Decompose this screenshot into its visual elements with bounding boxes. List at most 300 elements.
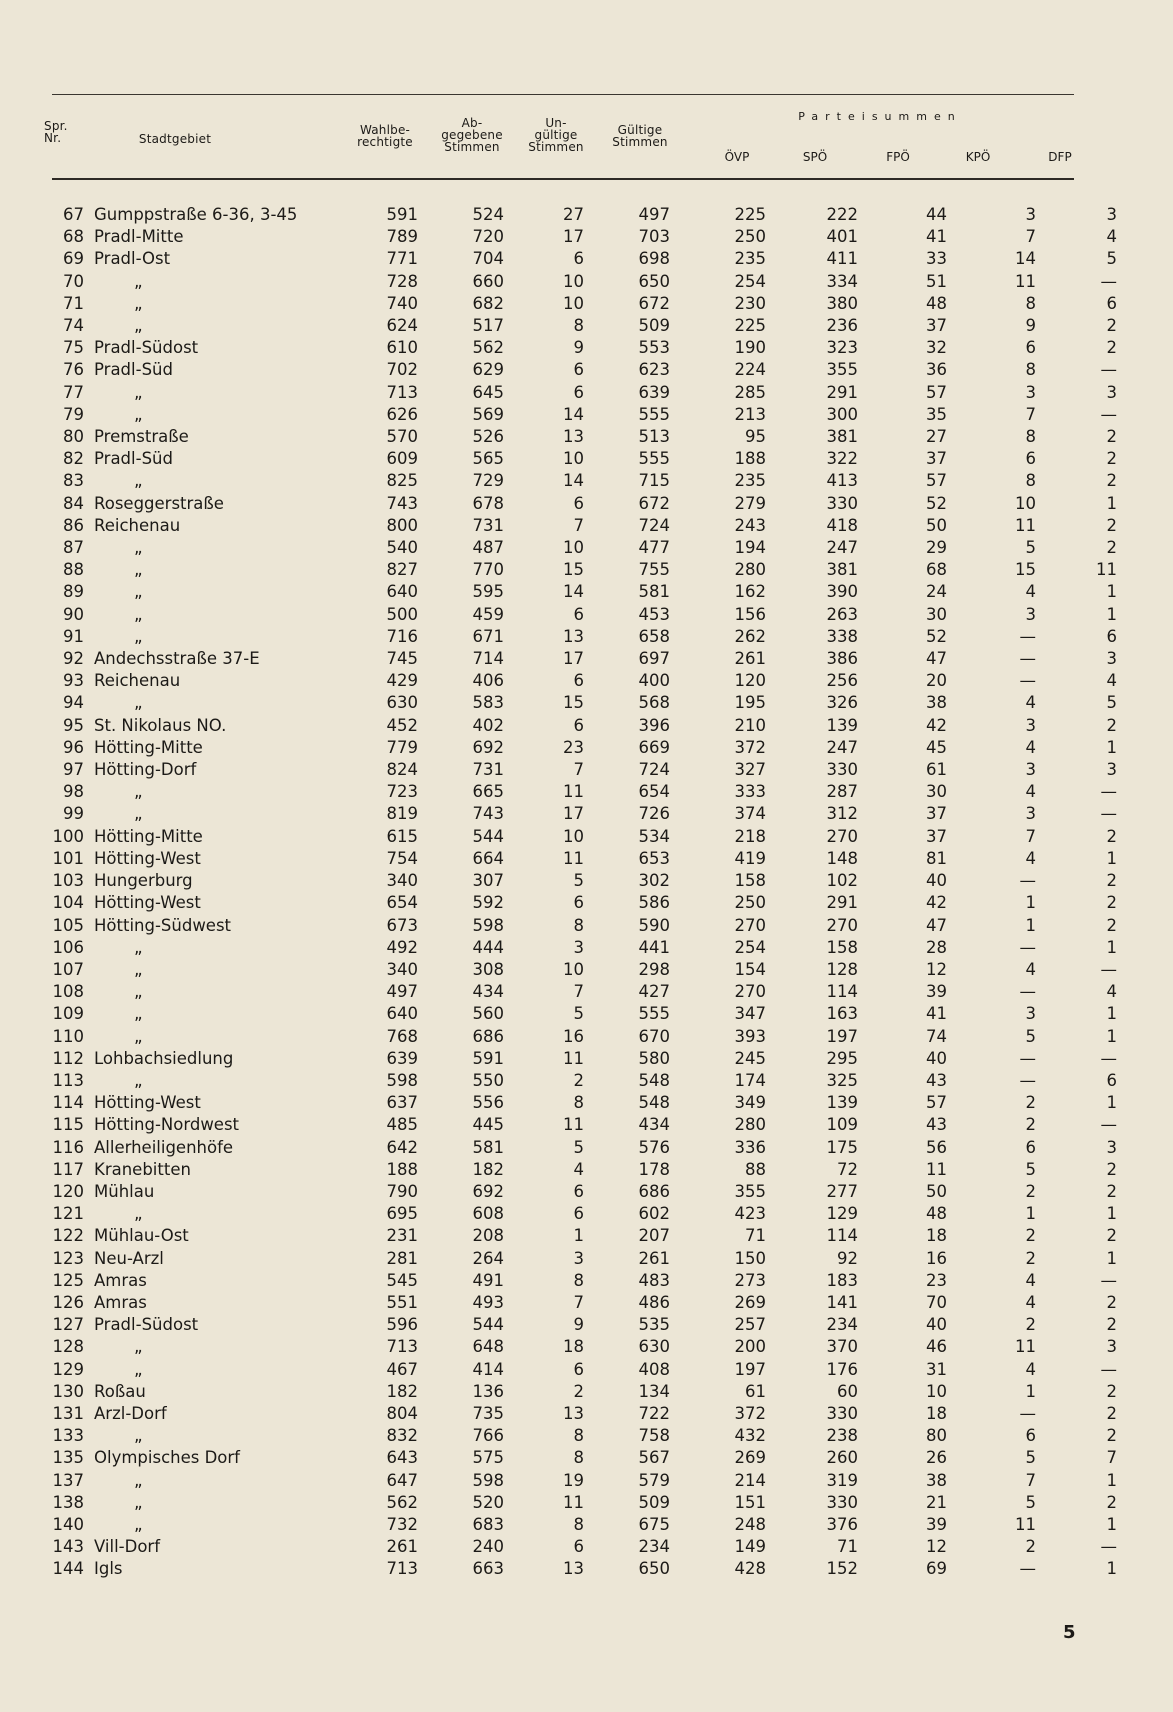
row-kpo: 5: [1025, 538, 1036, 558]
row-gueltige: 630: [638, 1337, 670, 1357]
row-spo: 260: [826, 1448, 858, 1468]
row-spo: 277: [826, 1181, 858, 1201]
row-dfp: 2: [1106, 1403, 1117, 1423]
row-number: 137: [52, 1470, 84, 1490]
table-row: [52, 248, 1117, 270]
row-number: 135: [52, 1448, 84, 1468]
row-gueltige: 722: [638, 1403, 670, 1423]
row-wahlberechtigte: 497: [386, 982, 418, 1002]
row-abgegebene: 402: [472, 715, 504, 735]
row-fpo: 69: [926, 1559, 947, 1579]
header-stadtgebiet: Stadtgebiet: [138, 132, 212, 146]
table-row: [52, 1314, 1117, 1336]
row-ovp: 349: [734, 1093, 766, 1113]
row-fpo: 50: [926, 515, 947, 535]
row-district: Hungerburg: [94, 871, 193, 891]
row-wahlberechtigte: 562: [386, 1492, 418, 1512]
table-row: [52, 426, 1117, 448]
row-kpo: 6: [1025, 1426, 1036, 1446]
row-number: 127: [52, 1315, 84, 1335]
row-gueltige: 509: [638, 1492, 670, 1512]
row-wahlberechtigte: 804: [386, 1403, 418, 1423]
row-fpo: 50: [926, 1181, 947, 1201]
row-kpo: 9: [1025, 316, 1036, 336]
row-abgegebene: 592: [472, 893, 504, 913]
row-number: 77: [63, 382, 84, 402]
row-wahlberechtigte: 827: [386, 560, 418, 580]
row-number: 123: [52, 1248, 84, 1268]
row-spo: 109: [826, 1115, 858, 1135]
row-district: „: [134, 604, 143, 624]
table-row: [52, 204, 1117, 226]
row-fpo: 51: [926, 271, 947, 291]
row-abgegebene: 581: [472, 1137, 504, 1157]
row-spo: 270: [826, 915, 858, 935]
election-results-table: [52, 204, 1117, 1581]
row-ungueltige: 8: [573, 1093, 584, 1113]
row-ungueltige: 10: [563, 293, 584, 313]
row-ovp: 218: [734, 826, 766, 846]
row-number: 120: [52, 1181, 84, 1201]
row-gueltige: 653: [638, 848, 670, 868]
table-row: [52, 1492, 1117, 1514]
row-ungueltige: 15: [563, 693, 584, 713]
row-number: 82: [63, 449, 84, 469]
row-ungueltige: 14: [563, 471, 584, 491]
row-ungueltige: 17: [563, 804, 584, 824]
row-wahlberechtigte: 182: [386, 1381, 418, 1401]
row-ungueltige: 2: [573, 1070, 584, 1090]
table-row: [52, 959, 1117, 981]
row-abgegebene: 445: [472, 1115, 504, 1135]
row-spo: 234: [826, 1315, 858, 1335]
row-fpo: 40: [926, 871, 947, 891]
row-dfp: 3: [1106, 760, 1117, 780]
table-row: [52, 1270, 1117, 1292]
row-wahlberechtigte: 551: [386, 1292, 418, 1312]
row-fpo: 46: [926, 1337, 947, 1357]
row-kpo: —: [1019, 1048, 1036, 1068]
row-fpo: 70: [926, 1292, 947, 1312]
row-district: „: [134, 1514, 143, 1534]
row-gueltige: 698: [638, 249, 670, 269]
row-ungueltige: 16: [563, 1026, 584, 1046]
row-ungueltige: 11: [563, 848, 584, 868]
row-abgegebene: 645: [472, 382, 504, 402]
row-gueltige: 548: [638, 1093, 670, 1113]
row-district: Igls: [94, 1559, 123, 1579]
row-ovp: 355: [734, 1181, 766, 1201]
row-ungueltige: 17: [563, 227, 584, 247]
row-kpo: 5: [1025, 1159, 1036, 1179]
row-fpo: 74: [926, 1026, 947, 1046]
row-number: 92: [63, 649, 84, 669]
row-abgegebene: 544: [472, 1315, 504, 1335]
row-dfp: 2: [1106, 316, 1117, 336]
row-ungueltige: 1: [573, 1226, 584, 1246]
row-spo: 128: [826, 959, 858, 979]
row-fpo: 39: [926, 1514, 947, 1534]
table-row: [52, 559, 1117, 581]
row-kpo: —: [1019, 649, 1036, 669]
row-district: „: [134, 1004, 143, 1024]
row-wahlberechtigte: 281: [386, 1248, 418, 1268]
row-fpo: 37: [926, 826, 947, 846]
row-ovp: 174: [734, 1070, 766, 1090]
row-ovp: 419: [734, 848, 766, 868]
row-spo: 381: [826, 560, 858, 580]
header-party-ovp: ÖVP: [724, 150, 750, 164]
row-abgegebene: 766: [472, 1426, 504, 1446]
row-fpo: 36: [926, 360, 947, 380]
row-ovp: 214: [734, 1470, 766, 1490]
row-district: „: [134, 404, 143, 424]
row-district: „: [134, 1492, 143, 1512]
row-kpo: 2: [1025, 1537, 1036, 1557]
row-district: Amras: [94, 1270, 147, 1290]
row-ungueltige: 6: [573, 893, 584, 913]
row-gueltige: 434: [638, 1115, 670, 1135]
row-number: 101: [52, 848, 84, 868]
table-row: [52, 493, 1117, 515]
row-ovp: 333: [734, 782, 766, 802]
row-ungueltige: 13: [563, 427, 584, 447]
row-dfp: 3: [1106, 1137, 1117, 1157]
row-ovp: 372: [734, 737, 766, 757]
table-body: [52, 204, 1117, 1581]
row-abgegebene: 182: [472, 1159, 504, 1179]
row-gueltige: 427: [638, 982, 670, 1002]
row-ungueltige: 10: [563, 449, 584, 469]
row-district: „: [134, 959, 143, 979]
row-wahlberechtigte: 540: [386, 538, 418, 558]
row-dfp: —: [1100, 1270, 1117, 1290]
row-ovp: 225: [734, 316, 766, 336]
row-abgegebene: 682: [472, 293, 504, 313]
row-gueltige: 298: [638, 959, 670, 979]
row-ovp: 188: [734, 449, 766, 469]
table-row: [52, 315, 1117, 337]
row-gueltige: 568: [638, 693, 670, 713]
row-fpo: 38: [926, 693, 947, 713]
row-spo: 183: [826, 1270, 858, 1290]
row-wahlberechtigte: 261: [386, 1537, 418, 1557]
row-ovp: 162: [734, 582, 766, 602]
row-fpo: 27: [926, 427, 947, 447]
row-spo: 330: [826, 1492, 858, 1512]
row-wahlberechtigte: 485: [386, 1115, 418, 1135]
row-kpo: 4: [1025, 1270, 1036, 1290]
row-ungueltige: 14: [563, 404, 584, 424]
row-dfp: 4: [1106, 982, 1117, 1002]
row-abgegebene: 735: [472, 1403, 504, 1423]
row-ungueltige: 10: [563, 538, 584, 558]
row-dfp: 1: [1106, 737, 1117, 757]
row-fpo: 18: [926, 1226, 947, 1246]
row-dfp: —: [1100, 1359, 1117, 1379]
row-number: 69: [63, 249, 84, 269]
row-district: Gumppstraße 6-36, 3-45: [94, 205, 298, 224]
row-ovp: 71: [745, 1226, 766, 1246]
row-ovp: 261: [734, 649, 766, 669]
table-row: [52, 581, 1117, 603]
row-number: 130: [52, 1381, 84, 1401]
row-number: 106: [52, 937, 84, 957]
row-abgegebene: 459: [472, 604, 504, 624]
row-dfp: 1: [1106, 1026, 1117, 1046]
row-fpo: 30: [926, 604, 947, 624]
row-kpo: 3: [1025, 804, 1036, 824]
row-gueltige: 553: [638, 338, 670, 358]
row-gueltige: 234: [638, 1537, 670, 1557]
row-abgegebene: 444: [472, 937, 504, 957]
row-gueltige: 396: [638, 715, 670, 735]
row-ungueltige: 9: [573, 1315, 584, 1335]
header-parteisummen: Parteisummen: [798, 110, 962, 123]
row-kpo: 11: [1015, 1337, 1036, 1357]
row-spo: 270: [826, 826, 858, 846]
row-gueltige: 261: [638, 1248, 670, 1268]
row-fpo: 81: [926, 848, 947, 868]
row-ovp: 280: [734, 560, 766, 580]
row-ovp: 158: [734, 871, 766, 891]
row-fpo: 56: [926, 1137, 947, 1157]
row-wahlberechtigte: 643: [386, 1448, 418, 1468]
row-ovp: 279: [734, 493, 766, 513]
row-dfp: 11: [1096, 560, 1117, 580]
row-district: „: [134, 1204, 143, 1224]
row-kpo: 3: [1025, 205, 1036, 224]
row-ovp: 285: [734, 382, 766, 402]
header-spr-line: Spr.: [44, 119, 68, 133]
row-gueltige: 486: [638, 1292, 670, 1312]
header-party-dfp: DFP: [1048, 150, 1072, 164]
row-ovp: 156: [734, 604, 766, 624]
row-number: 87: [63, 538, 84, 558]
row-abgegebene: 720: [472, 227, 504, 247]
row-ovp: 327: [734, 760, 766, 780]
row-dfp: 1: [1106, 1004, 1117, 1024]
row-number: 126: [52, 1292, 84, 1312]
row-number: 103: [52, 871, 84, 891]
row-ungueltige: 5: [573, 1137, 584, 1157]
row-district: „: [134, 626, 143, 646]
row-ovp: 224: [734, 360, 766, 380]
row-abgegebene: 524: [472, 205, 504, 224]
row-number: 89: [63, 582, 84, 602]
row-fpo: 28: [926, 937, 947, 957]
row-gueltige: 302: [638, 871, 670, 891]
row-gueltige: 715: [638, 471, 670, 491]
row-kpo: 4: [1025, 1292, 1036, 1312]
row-district: Roßau: [94, 1381, 146, 1401]
row-gueltige: 724: [638, 760, 670, 780]
row-abgegebene: 692: [472, 737, 504, 757]
table-row: [52, 981, 1117, 1003]
row-spo: 334: [826, 271, 858, 291]
row-abgegebene: 731: [472, 760, 504, 780]
row-ungueltige: 19: [563, 1470, 584, 1490]
row-dfp: 5: [1106, 249, 1117, 269]
row-district: Amras: [94, 1292, 147, 1312]
row-district: „: [134, 1026, 143, 1046]
row-district: „: [134, 804, 143, 824]
row-spo: 323: [826, 338, 858, 358]
row-ovp: 245: [734, 1048, 766, 1068]
row-ungueltige: 8: [573, 915, 584, 935]
row-wahlberechtigte: 713: [386, 382, 418, 402]
row-abgegebene: 550: [472, 1070, 504, 1090]
row-ovp: 269: [734, 1448, 766, 1468]
row-gueltige: 483: [638, 1270, 670, 1290]
row-number: 133: [52, 1426, 84, 1446]
row-fpo: 37: [926, 804, 947, 824]
row-fpo: 23: [926, 1270, 947, 1290]
row-ovp: 150: [734, 1248, 766, 1268]
row-gueltige: 658: [638, 626, 670, 646]
row-ungueltige: 11: [563, 1492, 584, 1512]
row-abgegebene: 683: [472, 1514, 504, 1534]
row-district: „: [134, 582, 143, 602]
row-kpo: —: [1019, 671, 1036, 691]
row-wahlberechtigte: 695: [386, 1204, 418, 1224]
row-district: Reichenau: [94, 515, 181, 535]
row-ungueltige: 6: [573, 715, 584, 735]
table-row: [52, 271, 1117, 293]
row-spo: 291: [826, 382, 858, 402]
row-abgegebene: 678: [472, 493, 504, 513]
row-kpo: 7: [1025, 826, 1036, 846]
row-ungueltige: 3: [573, 1248, 584, 1268]
row-number: 76: [63, 360, 84, 380]
row-kpo: —: [1019, 1403, 1036, 1423]
row-abgegebene: 208: [472, 1226, 504, 1246]
row-number: 113: [52, 1070, 84, 1090]
row-ovp: 273: [734, 1270, 766, 1290]
table-row: [52, 803, 1117, 825]
row-wahlberechtigte: 789: [386, 227, 418, 247]
row-gueltige: 400: [638, 671, 670, 691]
row-ovp: 374: [734, 804, 766, 824]
row-dfp: 2: [1106, 449, 1117, 469]
row-fpo: 20: [926, 671, 947, 691]
row-spo: 326: [826, 693, 858, 713]
row-dfp: 2: [1106, 538, 1117, 558]
row-abgegebene: 565: [472, 449, 504, 469]
row-spo: 376: [826, 1514, 858, 1534]
row-ungueltige: 6: [573, 1537, 584, 1557]
row-ungueltige: 10: [563, 826, 584, 846]
row-dfp: 2: [1106, 515, 1117, 535]
table-row: [52, 470, 1117, 492]
table-row: [52, 670, 1117, 692]
row-abgegebene: 608: [472, 1204, 504, 1224]
row-number: 100: [52, 826, 84, 846]
row-spo: 322: [826, 449, 858, 469]
table-row: [52, 1159, 1117, 1181]
row-fpo: 12: [926, 1537, 947, 1557]
row-kpo: 2: [1025, 1093, 1036, 1113]
row-district: „: [134, 471, 143, 491]
row-number: 140: [52, 1514, 84, 1534]
row-fpo: 30: [926, 782, 947, 802]
table-row: [52, 1403, 1117, 1425]
row-spo: 390: [826, 582, 858, 602]
row-spo: 312: [826, 804, 858, 824]
row-gueltige: 623: [638, 360, 670, 380]
row-fpo: 11: [926, 1159, 947, 1179]
table-row: [52, 937, 1117, 959]
row-wahlberechtigte: 732: [386, 1514, 418, 1534]
row-dfp: —: [1100, 360, 1117, 380]
row-dfp: 2: [1106, 338, 1117, 358]
row-district: Pradl-Mitte: [94, 227, 184, 247]
row-dfp: —: [1100, 1048, 1117, 1068]
row-kpo: 4: [1025, 737, 1036, 757]
row-abgegebene: 664: [472, 848, 504, 868]
row-district: Hötting-West: [94, 893, 201, 913]
row-abgegebene: 240: [472, 1537, 504, 1557]
row-spo: 148: [826, 848, 858, 868]
table-row: [52, 1026, 1117, 1048]
row-gueltige: 650: [638, 1559, 670, 1579]
table-row: [52, 1225, 1117, 1247]
row-district: Hötting-West: [94, 1093, 201, 1113]
row-number: 125: [52, 1270, 84, 1290]
row-number: 115: [52, 1115, 84, 1135]
row-ungueltige: 9: [573, 338, 584, 358]
row-number: 91: [63, 626, 84, 646]
row-spo: 163: [826, 1004, 858, 1024]
row-number: 75: [63, 338, 84, 358]
row-district: Lohbachsiedlung: [94, 1048, 234, 1068]
row-fpo: 43: [926, 1070, 947, 1090]
row-ovp: 235: [734, 249, 766, 269]
row-wahlberechtigte: 647: [386, 1470, 418, 1490]
table-row: [52, 1558, 1117, 1580]
row-gueltige: 724: [638, 515, 670, 535]
table-row: [52, 1092, 1117, 1114]
row-abgegebene: 663: [472, 1559, 504, 1579]
row-gueltige: 408: [638, 1359, 670, 1379]
table-row: [52, 1359, 1117, 1381]
row-dfp: 3: [1106, 382, 1117, 402]
row-ungueltige: 5: [573, 871, 584, 891]
table-row: [52, 404, 1117, 426]
row-gueltige: 650: [638, 271, 670, 291]
row-fpo: 37: [926, 449, 947, 469]
row-spo: 175: [826, 1137, 858, 1157]
row-wahlberechtigte: 713: [386, 1559, 418, 1579]
row-district: Vill-Dorf: [94, 1537, 161, 1557]
row-fpo: 68: [926, 560, 947, 580]
row-fpo: 80: [926, 1426, 947, 1446]
row-kpo: 4: [1025, 782, 1036, 802]
row-kpo: 1: [1025, 893, 1036, 913]
row-gueltige: 703: [638, 227, 670, 247]
row-fpo: 18: [926, 1403, 947, 1423]
row-fpo: 12: [926, 959, 947, 979]
row-fpo: 42: [926, 893, 947, 913]
row-number: 112: [52, 1048, 84, 1068]
row-district: „: [134, 1337, 143, 1357]
row-spo: 222: [826, 205, 858, 224]
row-ungueltige: 8: [573, 1514, 584, 1534]
row-dfp: 2: [1106, 871, 1117, 891]
row-abgegebene: 598: [472, 1470, 504, 1490]
row-kpo: 14: [1015, 249, 1036, 269]
row-district: „: [134, 560, 143, 580]
